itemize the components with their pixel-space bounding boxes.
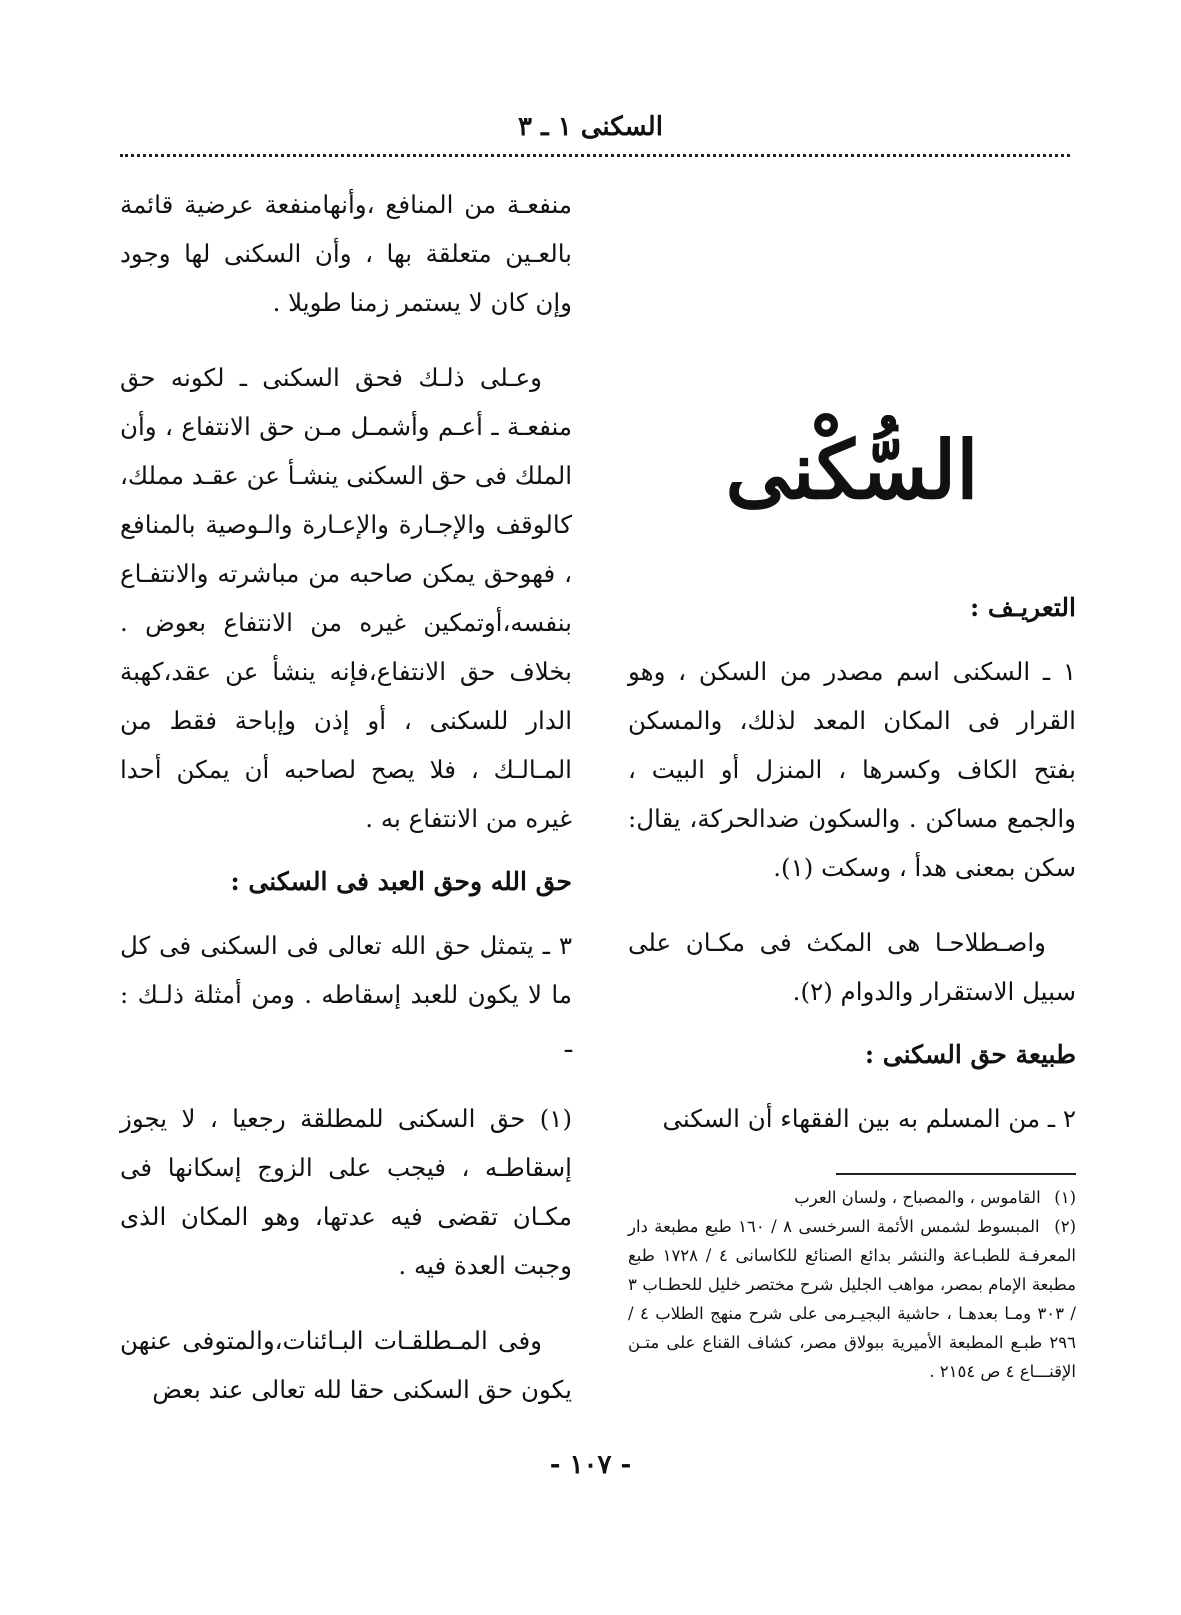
running-header: السكنى ١ ـ ٣ (518, 112, 663, 142)
footnote-number: (١) (1054, 1188, 1076, 1207)
footnote-1 (628, 1183, 1076, 1212)
paragraph-rights-1: ٣ ـ يتمثل حق الله تعالى فى السكنى فى كل ما لا يكون للعبد إسقاطه . ومن أمثلة ذلـك : ـ (120, 931, 572, 1058)
left-column (120, 180, 572, 1414)
paragraph-rights-3: وفى المـطلقـات البـائنات،والمتوفى عنهن يكون حق السكنى حقا لله تعالى عند بعض (120, 1326, 572, 1404)
footnote-text: المبسوط لشمس الأئمة السرخسى ٨ / ١٦٠ طبع مطبعة دار المعرفـة للطبـاعة والنشر بدائع الصنائع للكاسانى ٤ / ١٧٢٨ طبع مطبعة الإمام بمصر، مواهب الجليل شرح مختصر خليل للحطـاب ٣ / ٣٠٣ ومـا بعدهـا ، حاشية البجيـرمى على شرح منهج الطلاب ٤ / ٢٩٦ طبـع المطبعة الأميرية ببولاق مصر، كشاف القناع على متـن الإقنـــاع ٤ ص ٢١٥٤ . (628, 1217, 1076, 1381)
paragraph-nature-2: منفعـة من المنافع ،وأنهامنفعة عرضية قائمة بالعـين متعلقة بها ، وأن السكنى لها وجود وإن كان لا يستمر زمنا طويلا . (120, 190, 572, 317)
footnote-2 (628, 1212, 1076, 1386)
heading-nature: طبيعة حق السكنى : (864, 1040, 1076, 1069)
header-dotted-rule (120, 154, 1070, 157)
page-number: - ١٠٧ - (549, 1450, 632, 1480)
right-column (628, 200, 1076, 1386)
paragraph-nature-3: وعـلى ذلـك فحق السكنى ـ لكونه حق منفعـة ـ أعـم وأشمـل مـن حق الانتفاع ، وأن الملك فى حق السكنى ينشـأ عن عقـد مملك، كالوقف والإجـارة والإعـارة والـوصية بالمنافع ، فهوحق يمكن صاحبه من مباشرته والانتفـاع بنفسه،أوتمكين غيره من الانتفاع بعوض . بخلاف حق الانتفاع،فإنه ينشأ عن عقد،كهبة الدار للسكنى ، أو إذن وإباحة فقط من المـالـك ، فلا يصح لصاحبه أن يمكن أحدا غيره من الانتفاع به . (120, 363, 572, 833)
heading-definition: التعريـف : (969, 593, 1076, 622)
paragraph-definition-2: واصـطلاحـا هى المكث فى مكـان على سبيل الاستقرار والدوام (٢). (628, 928, 1076, 1006)
footnote-text: القاموس ، والمصباح ، ولسان العرب (794, 1188, 1041, 1207)
paragraph-rights-2: (١) حق السكنى للمطلقة رجعيا ، لا يجوز إسقاطـه ، فيجب على الزوج إسكانها فى مكـان تقضى فيه عدتها، وهو المكان الذى وجبت العدة فيه . (120, 1104, 572, 1280)
footnote-number: (٢) (1054, 1217, 1077, 1236)
heading-rights: حق الله وحق العبد فى السكنى : (230, 867, 572, 896)
paragraph-nature-1: ٢ ـ من المسلم به بين الفقهاء أن السكنى (662, 1104, 1076, 1133)
footnote-rule (836, 1173, 1076, 1175)
article-title: السُّكْنى (725, 423, 979, 517)
paragraph-definition-1: ١ ـ السكنى اسم مصدر من السكن ، وهو القرار فى المكان المعد لذلك، والمسكن بفتح الكاف وكسرها ، المنزل أو البيت ، والجمع مساكن . والسكون ضدالحركة، يقال: سكن بمعنى هدأ ، وسكت (١). (628, 657, 1076, 882)
